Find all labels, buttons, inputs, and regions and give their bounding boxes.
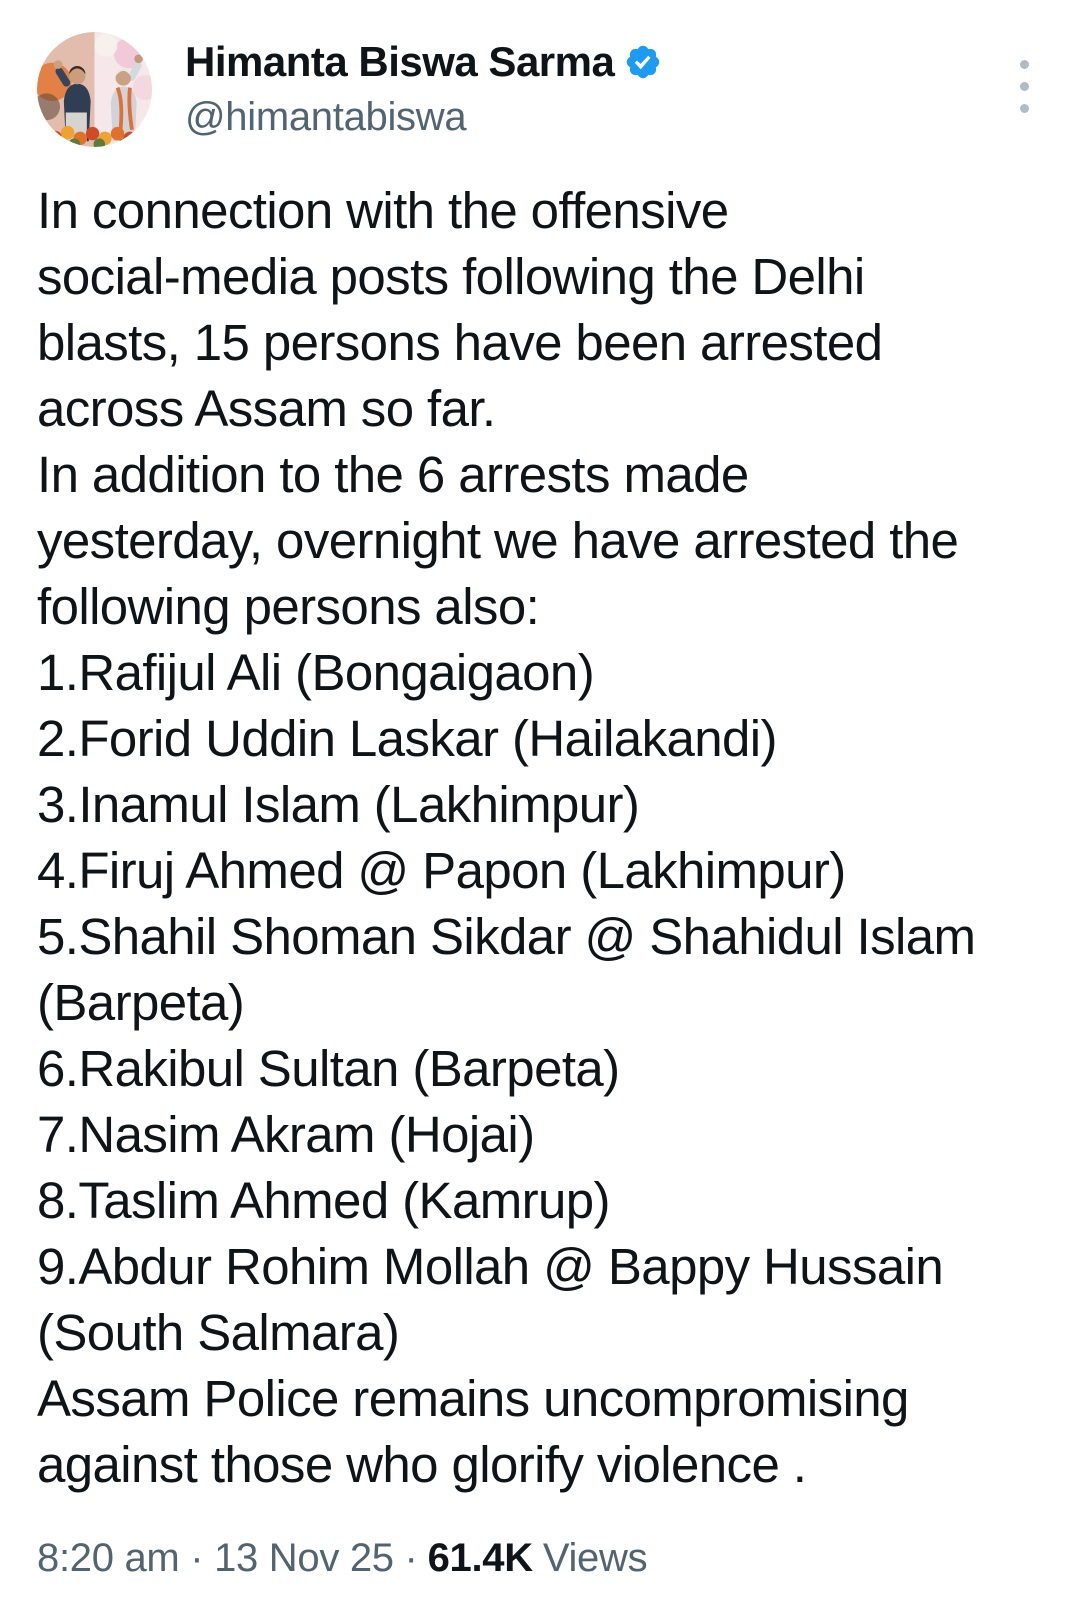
author-display-name[interactable]: Himanta Biswa Sarma	[185, 38, 615, 85]
tweet-text-line: (South Salmara)	[37, 1304, 400, 1361]
verified-badge-icon	[624, 43, 662, 81]
tweet-meta-row	[37, 1534, 1043, 1582]
tweet-text-line: yesterday, overnight we have arrested the	[37, 512, 959, 569]
kebab-dot	[1020, 60, 1029, 69]
tweet-text	[37, 178, 1043, 1498]
kebab-dot	[1020, 104, 1029, 113]
timestamp: 8:20 am · 13 Nov 25 ·	[37, 1536, 418, 1580]
tweet-text-line: 8.Taslim Ahmed (Kamrup)	[37, 1172, 610, 1229]
tweet-text-line: In addition to the 6 arrests made	[37, 446, 749, 503]
tweet-text-line: following persons also:	[37, 578, 540, 635]
tweet-text-line: Assam Police remains uncompromising	[37, 1370, 909, 1427]
tweet-text-line: blasts, 15 persons have been arrested	[37, 314, 883, 371]
tweet-text-line: 1.Rafijul Ali (Bongaigaon)	[37, 644, 595, 701]
tweet-text-line: 5.Shahil Shoman Sikdar @ Shahidul Islam	[37, 908, 976, 965]
avatar-image	[37, 32, 152, 147]
tweet-text-line: 7.Nasim Akram (Hojai)	[37, 1106, 535, 1163]
tweet-text-line: In connection with the offensive	[37, 182, 729, 239]
tweet-text-line: 9.Abdur Rohim Mollah @ Bappy Hussain	[37, 1238, 944, 1295]
views-count[interactable]: 61.4K	[427, 1536, 533, 1580]
author-block	[185, 37, 662, 141]
avatar[interactable]	[37, 32, 152, 147]
author-name-row	[185, 37, 662, 87]
tweet-text-line: 2.Forid Uddin Laskar (Hailakandi)	[37, 710, 777, 767]
views-label[interactable]: Views	[542, 1536, 648, 1580]
tweet-text-line: (Barpeta)	[37, 974, 245, 1031]
more-menu-button[interactable]	[1016, 56, 1033, 117]
author-handle[interactable]: @himantabiswa	[185, 95, 467, 139]
tweet-text-line: 3.Inamul Islam (Lakhimpur)	[37, 776, 640, 833]
tweet-text-line: against those who glorify violence .	[37, 1436, 807, 1493]
tweet-text-line: 4.Firuj Ahmed @ Papon (Lakhimpur)	[37, 842, 846, 899]
tweet-text-line: 6.Rakibul Sultan (Barpeta)	[37, 1040, 620, 1097]
kebab-dot	[1020, 82, 1029, 91]
tweet-text-line: across Assam so far.	[37, 380, 496, 437]
tweet-header	[37, 30, 1043, 148]
tweet-text-line: social-media posts following the Delhi	[37, 248, 865, 305]
